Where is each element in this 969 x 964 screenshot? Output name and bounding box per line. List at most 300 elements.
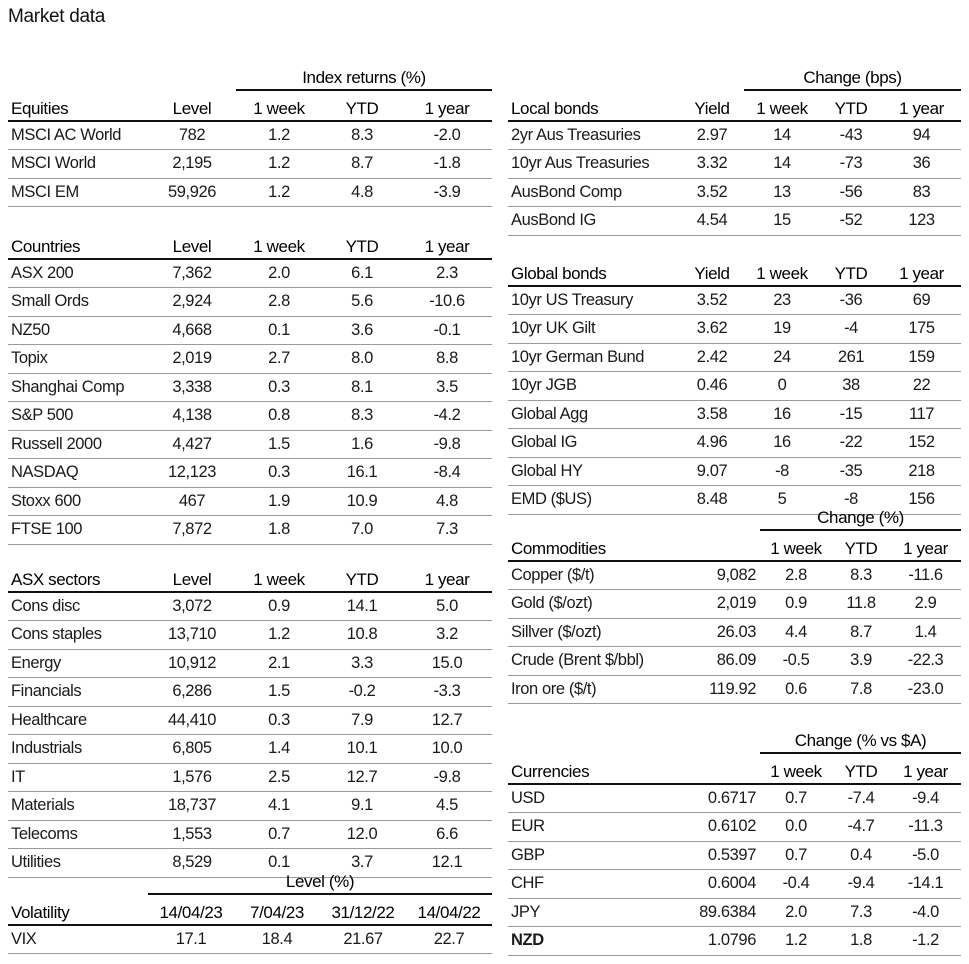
table-cell: 12.1 [402,849,492,878]
table-cell: 14.1 [322,592,402,621]
table-cell: 1.9 [236,487,322,516]
table-cell: 16 [744,429,820,458]
table-row [8,649,492,678]
table-cell: 2,924 [148,288,236,317]
table-row [8,792,492,821]
table-row [8,487,492,516]
local-bonds-header: Local bonds [508,90,680,121]
countries-table [8,229,492,545]
table-cell: 1.2 [236,621,322,650]
table-row [8,373,492,402]
table-cell: 2.0 [760,898,832,927]
table-row [508,898,961,927]
table-cell: 13 [744,178,820,207]
table-cell: 7,362 [148,259,236,288]
row-label: 10yr Aus Treasuries [508,150,680,179]
table-cell: 19 [744,315,820,344]
table-cell: 0.3 [236,373,322,402]
table-cell: 3.2 [402,621,492,650]
table-cell: 261 [820,343,882,372]
table-cell: 117 [882,400,961,429]
table-row [508,286,961,315]
table-cell: 7.0 [322,516,402,545]
row-label: Cons disc [8,592,148,621]
column-header: YTD [832,753,890,784]
table-cell: 0.1 [236,849,322,878]
column-header: 1 week [760,530,832,561]
table-cell: -1.8 [402,150,492,179]
row-label: EMD ($US) [508,486,680,515]
row-label: Stoxx 600 [8,487,148,516]
table-cell: 22 [882,372,961,401]
table-row [8,402,492,431]
row-label: USD [508,784,670,813]
table-row [8,706,492,735]
table-cell: 14 [744,150,820,179]
table-cell: -8.4 [402,459,492,488]
table-cell: -23.0 [890,675,961,704]
table-row [508,121,961,150]
table-cell: 1.4 [890,618,961,647]
table-cell: 0.3 [236,459,322,488]
table-cell: 175 [882,315,961,344]
table-cell: 1.2 [236,121,322,150]
table-cell: -22.3 [890,647,961,676]
table-cell: 94 [882,121,961,150]
equities-group-header: Index returns (%) [236,66,492,90]
column-header: YTD [322,229,402,259]
table-cell: 0.8 [236,402,322,431]
row-label: Shanghai Comp [8,373,148,402]
table-cell: 44,410 [148,706,236,735]
table-cell: 4.4 [760,618,832,647]
column-header: Yield [680,256,744,286]
table-cell: 15 [744,207,820,236]
row-label: Russell 2000 [8,430,148,459]
table-row [8,121,492,150]
table-cell: -22 [820,429,882,458]
table-cell: 0.6717 [670,784,760,813]
table-cell: 2.8 [760,561,832,590]
local-bonds-table [508,66,961,236]
row-label: NASDAQ [8,459,148,488]
table-cell: 2,195 [148,150,236,179]
table-cell: 467 [148,487,236,516]
table-row [508,841,961,870]
table-row [508,343,961,372]
table-cell: 2.9 [890,590,961,619]
table-cell: -8 [744,457,820,486]
table-cell: 4,138 [148,402,236,431]
table-cell: 1.2 [760,927,832,956]
column-header: YTD [820,90,882,121]
table-cell: 22.7 [406,925,492,954]
table-cell: 8.8 [402,345,492,374]
table-row [508,618,961,647]
row-label: Small Ords [8,288,148,317]
table-cell: 0.9 [236,592,322,621]
table-row [8,735,492,764]
table-row [508,813,961,842]
table-cell: 2.97 [680,121,744,150]
table-cell: -8 [820,486,882,515]
table-row [8,259,492,288]
volatility-table [8,870,492,954]
column-header [670,753,760,784]
table-cell: 0.9 [760,590,832,619]
table-cell: -4.2 [402,402,492,431]
table-cell: 218 [882,457,961,486]
table-cell: 4.8 [402,487,492,516]
row-label: S&P 500 [8,402,148,431]
table-cell: -7.4 [832,784,890,813]
table-cell: 2.0 [236,259,322,288]
table-cell: 7.3 [832,898,890,927]
row-label: 10yr German Bund [508,343,680,372]
table-cell: 2.1 [236,649,322,678]
table-row [8,516,492,545]
row-label: MSCI World [8,150,148,179]
table-row [8,592,492,621]
row-label: IT [8,763,148,792]
table-cell: -4.0 [890,898,961,927]
table-cell: 0.4 [832,841,890,870]
countries-header: Countries [8,229,148,259]
table-cell: 12.0 [322,820,402,849]
asx-sectors-table [8,562,492,878]
table-cell: 15.0 [402,649,492,678]
table-cell: -35 [820,457,882,486]
table-row [508,207,961,236]
table-cell: 152 [882,429,961,458]
equities-header: Equities [8,90,148,121]
column-header: 1 week [744,256,820,286]
column-header: Level [148,90,236,121]
table-row [508,429,961,458]
table-cell: -14.1 [890,870,961,899]
table-cell: 7.8 [832,675,890,704]
table-cell: 11.8 [832,590,890,619]
table-cell: 16 [744,400,820,429]
table-row [8,288,492,317]
table-cell: 8.48 [680,486,744,515]
row-label: VIX [8,925,148,954]
table-cell: 4,427 [148,430,236,459]
table-cell: 0.0 [760,813,832,842]
table-cell: 2,019 [148,345,236,374]
table-cell: -11.3 [890,813,961,842]
table-cell: 4.96 [680,429,744,458]
table-row [508,927,961,956]
table-cell: 1.0796 [670,927,760,956]
table-cell: -73 [820,150,882,179]
table-cell: 2.8 [236,288,322,317]
row-label: Materials [8,792,148,821]
row-label: Energy [8,649,148,678]
table-cell: 1.8 [832,927,890,956]
table-cell: -0.4 [760,870,832,899]
table-cell: 12,123 [148,459,236,488]
row-label: Telecoms [8,820,148,849]
table-cell: 69 [882,286,961,315]
row-label: 10yr JGB [508,372,680,401]
table-cell: 8.7 [832,618,890,647]
table-cell: 3.52 [680,178,744,207]
table-cell: 3.9 [832,647,890,676]
table-cell: 9.1 [322,792,402,821]
table-cell: 2.5 [236,763,322,792]
table-cell: 782 [148,121,236,150]
column-header: 1 week [236,229,322,259]
column-header: 1 year [402,90,492,121]
table-cell: 119.92 [670,675,760,704]
table-cell: -10.6 [402,288,492,317]
column-header: YTD [322,562,402,592]
table-cell: 159 [882,343,961,372]
row-label: MSCI AC World [8,121,148,150]
row-label: NZ50 [8,316,148,345]
commodities-group-header: Change (%) [760,506,961,530]
table-cell: 4.8 [322,178,402,207]
table-cell: 23 [744,286,820,315]
table-cell: 18,737 [148,792,236,821]
currencies-table [508,729,961,956]
table-row [8,925,492,954]
table-cell: 1.6 [322,430,402,459]
row-label: NZD [508,927,670,956]
table-cell: 8.1 [322,373,402,402]
table-cell: 1.2 [236,150,322,179]
table-cell: 6,286 [148,678,236,707]
table-cell: 1,576 [148,763,236,792]
table-row [508,870,961,899]
table-cell: 10,912 [148,649,236,678]
table-cell: 17.1 [148,925,234,954]
column-header: YTD [832,530,890,561]
table-cell: 7.9 [322,706,402,735]
table-cell: -3.9 [402,178,492,207]
table-cell: -0.1 [402,316,492,345]
table-cell: -0.5 [760,647,832,676]
table-row [508,372,961,401]
table-cell: 16.1 [322,459,402,488]
column-header: YTD [820,256,882,286]
table-cell: -1.2 [890,927,961,956]
table-cell: 7.3 [402,516,492,545]
table-cell: 3.32 [680,150,744,179]
column-header: 1 year [402,229,492,259]
table-cell: 5.6 [322,288,402,317]
table-cell: 9,082 [670,561,760,590]
table-cell: -15 [820,400,882,429]
page-title: Market data [8,6,106,27]
column-header: Level [148,562,236,592]
table-cell: -4 [820,315,882,344]
table-cell: 0.1 [236,316,322,345]
row-label: CHF [508,870,670,899]
table-cell: 38 [820,372,882,401]
row-label: AusBond Comp [508,178,680,207]
table-row [8,621,492,650]
row-label: Sillver ($/ozt) [508,618,670,647]
column-header: 14/04/22 [406,894,492,925]
table-cell: -36 [820,286,882,315]
row-label: Global Agg [508,400,680,429]
table-cell: 0 [744,372,820,401]
currencies-header: Currencies [508,753,670,784]
table-cell: -11.6 [890,561,961,590]
column-header [670,530,760,561]
table-cell: 3.7 [322,849,402,878]
table-cell: 4.54 [680,207,744,236]
table-row [508,178,961,207]
row-label: 2yr Aus Treasuries [508,121,680,150]
column-header: 1 year [882,256,961,286]
row-label: Utilities [8,849,148,878]
row-label: Topix [8,345,148,374]
table-cell: 86.09 [670,647,760,676]
table-cell: 3.6 [322,316,402,345]
table-cell: -3.3 [402,678,492,707]
table-cell: 0.3 [236,706,322,735]
row-label: Healthcare [8,706,148,735]
table-cell: 8.7 [322,150,402,179]
table-cell: 5 [744,486,820,515]
table-cell: 1.4 [236,735,322,764]
global-bonds-table [508,256,961,515]
column-header: 1 week [236,90,322,121]
column-header: 7/04/23 [234,894,320,925]
table-cell: 0.7 [236,820,322,849]
table-cell: 12.7 [402,706,492,735]
table-cell: 1.5 [236,430,322,459]
table-cell: 2,019 [670,590,760,619]
table-cell: 89.6384 [670,898,760,927]
table-cell: -9.4 [890,784,961,813]
table-cell: 2.7 [236,345,322,374]
table-row [8,763,492,792]
table-cell: 10.9 [322,487,402,516]
table-cell: 4.5 [402,792,492,821]
column-header: Yield [680,90,744,121]
table-cell: 10.0 [402,735,492,764]
table-cell: -43 [820,121,882,150]
table-cell: 5.0 [402,592,492,621]
table-cell: 9.07 [680,457,744,486]
table-cell: 2.42 [680,343,744,372]
table-cell: 8,529 [148,849,236,878]
column-header: 1 week [760,753,832,784]
table-cell: 0.6102 [670,813,760,842]
table-row [508,315,961,344]
table-cell: 0.6004 [670,870,760,899]
table-row [508,400,961,429]
row-label: MSCI EM [8,178,148,207]
table-cell: 83 [882,178,961,207]
table-row [8,820,492,849]
column-header: 1 week [744,90,820,121]
table-row [508,150,961,179]
column-header: 1 week [236,562,322,592]
table-cell: 6.6 [402,820,492,849]
table-cell: -56 [820,178,882,207]
row-label: EUR [508,813,670,842]
table-cell: -9.8 [402,763,492,792]
table-cell: -2.0 [402,121,492,150]
table-cell: 3.62 [680,315,744,344]
table-cell: 18.4 [234,925,320,954]
table-cell: 0.7 [760,841,832,870]
asx-sectors-header: ASX sectors [8,562,148,592]
table-cell: -9.8 [402,430,492,459]
row-label: JPY [508,898,670,927]
table-cell: -4.7 [832,813,890,842]
row-label: Global HY [508,457,680,486]
row-label: Iron ore ($/t) [508,675,670,704]
table-cell: 8.0 [322,345,402,374]
table-row [508,647,961,676]
table-cell: 123 [882,207,961,236]
table-row [8,178,492,207]
column-header: 1 year [890,530,961,561]
table-cell: 0.7 [760,784,832,813]
row-label: GBP [508,841,670,870]
table-cell: 0.46 [680,372,744,401]
table-row [508,590,961,619]
table-cell: 2.3 [402,259,492,288]
table-row [508,561,961,590]
table-cell: 26.03 [670,618,760,647]
table-cell: 21.67 [320,925,406,954]
table-cell: 4.1 [236,792,322,821]
table-cell: 7,872 [148,516,236,545]
column-header: YTD [322,90,402,121]
table-cell: 6,805 [148,735,236,764]
column-header: 1 year [890,753,961,784]
row-label: Copper ($/t) [508,561,670,590]
row-label: Financials [8,678,148,707]
table-cell: 59,926 [148,178,236,207]
table-row [8,345,492,374]
row-label: Global IG [508,429,680,458]
table-cell: -52 [820,207,882,236]
column-header: 1 year [882,90,961,121]
local-bonds-group-header: Change (bps) [744,66,961,90]
row-label: FTSE 100 [8,516,148,545]
column-header: 31/12/22 [320,894,406,925]
row-label: Gold ($/ozt) [508,590,670,619]
table-cell: 13,710 [148,621,236,650]
table-cell: 8.3 [322,402,402,431]
commodities-table [508,506,961,704]
column-header: 14/04/23 [148,894,234,925]
table-row [508,784,961,813]
table-cell: -9.4 [832,870,890,899]
table-cell: 36 [882,150,961,179]
table-cell: 1.5 [236,678,322,707]
volatility-header: Volatility [8,894,148,925]
table-cell: 156 [882,486,961,515]
table-row [8,430,492,459]
table-cell: 6.1 [322,259,402,288]
global-bonds-header: Global bonds [508,256,680,286]
table-cell: 3.5 [402,373,492,402]
currencies-group-header: Change (% vs $A) [760,729,961,753]
table-row [508,457,961,486]
commodities-header: Commodities [508,530,670,561]
table-cell: 3,338 [148,373,236,402]
row-label: Crude (Brent $/bbl) [508,647,670,676]
